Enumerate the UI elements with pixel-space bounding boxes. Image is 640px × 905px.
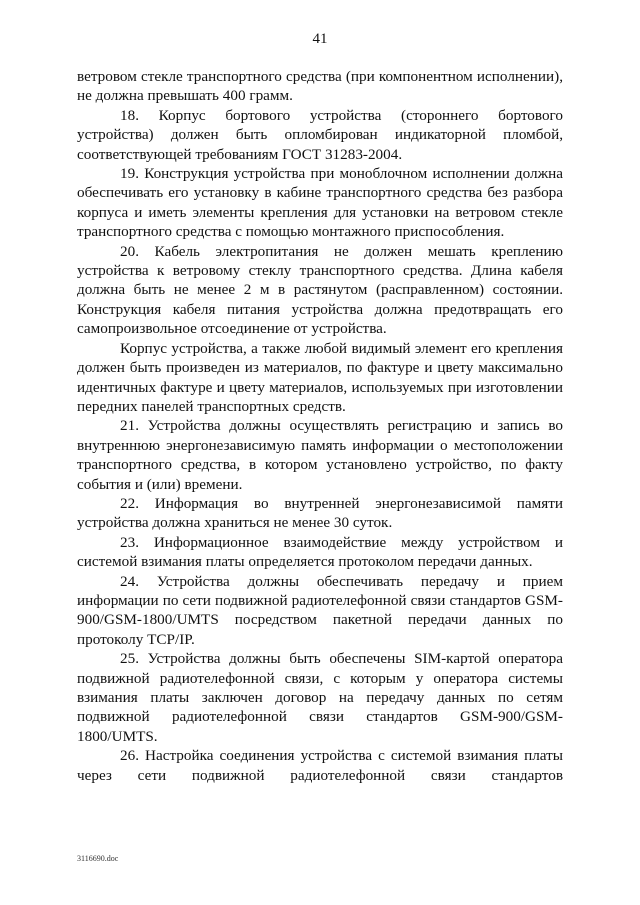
page-number: 41 [312,31,328,47]
paragraph-20-housing: Корпус устройства, а также любой видимый элемент его крепления должен быть произведен из материалов, по фактуре и цвету максимально идентичных фактуре и цвету материалов, используемых при изготовлении передних панелей транспортных средств. [77,339,563,415]
paragraph-26: 26. Настройка соединения устройства с системой взимания платы через сети подвижной радиотелефонной связи стандартов [77,747,563,784]
document-body [77,67,563,785]
paragraph-24: 24. Устройства должны обеспечивать передачу и прием информации по сети подвижной радиотелефонной связи стандартов GSM-900/GSM-1800/UMTS посредством пакетной передачи данных по протоколу TCP/IP. [77,572,563,648]
paragraph-25: 25. Устройства должны быть обеспечены SIM-картой оператора подвижной радиотелефонной связи, с которым у оператора системы взимания платы заключен договор на передачу данных по сетям подвижной радиотелефонной связи стандартов GSM-900/GSM-1800/UMTS. [77,650,563,745]
paragraph-22: 22. Информация во внутренней энергонезависимой памяти устройства должна храниться не менее 30 суток. [77,494,563,532]
paragraph-23: 23. Информационное взаимодействие между устройством и системой взимания платы определяется протоколом передачи данных. [77,533,563,571]
document-filename: 3116690.doc [77,854,119,863]
paragraph-20: 20. Кабель электропитания не должен мешать креплению устройства к ветровому стеклу транспортного средства. Длина кабеля должна быть не менее 2 м в растянутом (расправленном) состоянии. Конструкция кабеля питания устройства должна предотвращать его самопроизвольное отсоединение от устройства. [77,242,563,338]
paragraph-21: 21. Устройства должны осуществлять регистрацию и запись во внутреннюю энергонезависимую память информации о местоположении транспортного средства, в котором установлено устройство, по факту события и (или) времени. [77,417,563,493]
paragraph-continuation: ветровом стекле транспортного средства (при компонентном исполнении), не должна превышать 400 грамм. [77,68,563,105]
paragraph-18: 18. Корпус бортового устройства (стороннего бортового устройства) должен быть опломбирован индикаторной пломбой, соответствующей требованиям ГОСТ 31283-2004. [77,106,563,163]
paragraph-19: 19. Конструкция устройства при моноблочном исполнении должна обеспечивать его установку в кабине транспортного средства без разбора корпуса и иметь элементы крепления для установки на ветровом стекле транспортного средства с помощью монтажного приспособления. [77,165,563,241]
